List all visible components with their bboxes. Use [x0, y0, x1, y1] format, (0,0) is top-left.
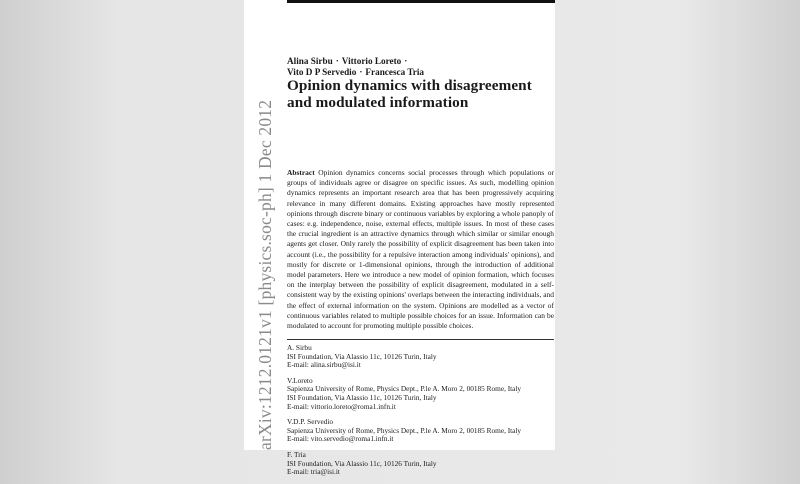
abstract-body: Opinion dynamics concerns social processes through which populations or groups of individuals agree or disagree on specific issues. As such, modelling opinion dynamics represents an important research area that has been progressively acquiring relevance in many different domains. Existing approaches have mostly represented opinions through discrete binary or continuous variables by exploring a whole panoply of cases: e.g. independence, noise, external effects, multiple issues. In most of these cases the crucial ingredient is an attractive dynamics through which similar or similar enough agents get closer. Only rarely the possibility of explicit disagreement has been taken into account (i.e., the possibility for a repulsive interaction among individuals' opinions), and mostly for discrete or 1-dimensional opinions, through the introduction of additional model parameters. Here we introduce a new model of opinion formation, which focuses on the interplay between the possibility of explicit disagreement, modulated in a self-consistent way by the existing opinions' overlaps between the interacting individuals, and the effect of external information on the system. Opinions are modelled as a vector of continuous variables related to multiple possible choices for an issue. Information can be modulated to account for promoting multiple possible choices.	[287, 168, 554, 331]
affiliation-name: V.D.P. Servedio	[287, 417, 334, 427]
paper-title: Opinion dynamics with disagreement and modulated information	[287, 77, 532, 111]
affiliation-line: ISI Foundation, Via Alassio 11c, 10126 Turin, Italy	[287, 351, 437, 361]
affiliation-line: Sapienza University of Rome, Physics Dept., P.le A. Moro 2, 00185 Rome, Italy	[287, 384, 522, 394]
paper-page	[244, 0, 555, 477]
affiliation-block	[287, 344, 554, 370]
affiliation-line: ISI Foundation, Via Alassio 11c, 10126 Turin, Italy	[287, 392, 437, 402]
author-list	[287, 56, 424, 78]
affiliation-email: E-mail: vittorio.loreto@roma1.infn.it	[287, 401, 396, 411]
affiliation-name: F. Tria	[287, 449, 306, 459]
footnote-rule	[287, 339, 554, 340]
affiliation-name: V.Loreto	[287, 375, 313, 385]
affiliation-email: E-mail: tria@isi.it	[287, 467, 340, 477]
affiliation-block	[287, 377, 554, 411]
affiliation-line: Sapienza University of Rome, Physics Dept., P.le A. Moro 2, 00185 Rome, Italy	[287, 425, 522, 435]
affiliation-name: A. Sirbu	[287, 343, 312, 352]
affiliation-block	[287, 418, 554, 444]
affiliation-email: E-mail: vito.servedio@roma1.infn.it	[287, 434, 394, 444]
abstract-heading: Abstract	[287, 168, 315, 177]
author-name: Vittorio Loreto	[341, 56, 402, 66]
author-separator: ·	[335, 56, 339, 66]
author-name: Alina Sirbu	[287, 56, 333, 66]
arxiv-stamp: arXiv:1212.0121v1 [physics.soc-ph] 1 Dec 2012	[255, 99, 275, 450]
affiliation-block	[287, 451, 554, 477]
author-name: Francesca Tria	[365, 67, 425, 77]
abstract	[287, 168, 554, 331]
author-separator: ·	[359, 67, 363, 77]
author-name: Vito D P Servedio	[287, 67, 357, 77]
affiliation-line: ISI Foundation, Via Alassio 11c, 10126 Turin, Italy	[287, 458, 437, 468]
affiliation-email: E-mail: alina.sirbu@isi.it	[287, 360, 361, 370]
affiliations	[287, 344, 554, 484]
header-rule	[287, 0, 555, 3]
author-separator: ·	[404, 56, 408, 66]
